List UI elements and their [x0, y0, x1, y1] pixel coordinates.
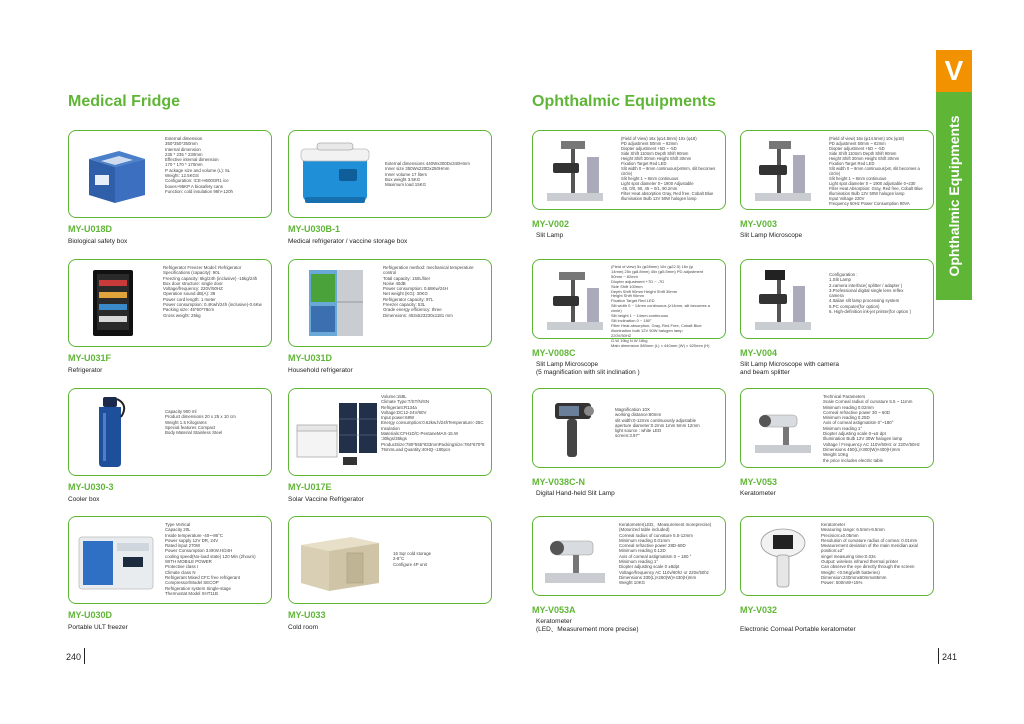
product-card	[532, 516, 726, 596]
product-card	[532, 259, 726, 348]
product-card	[288, 516, 492, 604]
product-name: Slit Lamp Microscope	[740, 232, 803, 239]
product-specs: (Field of view) 5x (φ28mm) 10x (φ22.5) 16x (φ 14mm) 25x (φ8.8mm) 40x (φ5.5mm) PD adjustment 50mm ~ 82mm Diopter adjustment +7D ~ -7D Side Shift 100mm Depth Shift 90mm Height Shift 30mm Height Shift 90mm Fixation Target Red LED Slit width 0 ~ 14mm continuous (≥14mm, slit becomes a circle) Slit height 1 ~ 14mm continuous Slit inclination 0 ~ 180° Filter Heat absorption, Gray, Red Free, Cobalt Blue Illumination bulb 12V 50W halogen lamp 220V/50HZ G.W 19kg N.W 16kg Main dimension 580mm (L) × 440mm (W) × 620mm (H)	[611, 264, 711, 348]
product-card	[68, 130, 272, 218]
product-name: Electronic Corneal Portable keratometer	[740, 626, 856, 633]
bottle-image	[75, 395, 145, 469]
product-specs: Volume:158L Climate Type:T/ST/N/SN Refrigerant:R134a Voltage:DC12-24V/60V Input power:68W Energy consumption:0.62kw.h/24hTemperature:-25C Insulation Materials:CFH1D/C-PentaneMAX-15.W :30kgs/35kgs ProductSize:780*555*833mmPackingSize:784*670*8 75mmLoad Quantity:40HQ--180pcs	[381, 394, 485, 452]
handheld-slit-lamp-image	[539, 395, 611, 463]
product-name: Digital Hand-held Slit Lamp	[536, 490, 615, 497]
product-card	[740, 259, 934, 339]
product-model: MY-U030B-1	[288, 224, 341, 234]
product-model: MY-U017E	[288, 482, 332, 492]
product-specs: External dimensions 440Wx300Dx340Hmm Inner size 350Wx220Dx250Hmm Inner volume 17 liters Box weight 3.5KG Maximum load 15KG	[385, 161, 470, 188]
product-name: Portable ULT freezer	[68, 624, 128, 631]
product-name: Solar Vaccine Refrigerator	[288, 496, 364, 503]
slit-lamp-microscope-image	[747, 137, 819, 205]
product-model: MY-V004	[740, 348, 778, 358]
product-name: Refrigerator	[68, 367, 103, 374]
product-name: Cooler box	[68, 496, 100, 503]
product-card	[740, 130, 934, 210]
product-specs: Refrigeration method: mechanical temperature control Total capacity: 150L/liter Noise 40dB Power consumption: 0.68Kw/24H Net weight (KG): 30KG Refrigerator capacity: 97L Freezer capacity: 53L Grade energy efficiency: three Dimensions: 453x523230x1181 mm	[383, 265, 474, 318]
product-name: Cold room	[288, 624, 318, 631]
product-name: Medical refrigerator / vaccine storage box	[288, 238, 408, 245]
slit-lamp-5x-image	[539, 266, 611, 334]
keratometer-image	[747, 395, 819, 463]
product-card	[288, 130, 492, 218]
product-model: MY-U031D	[288, 353, 333, 363]
product-specs: External dimension 350*350*350mm Internal dimension 235 * 235 * 230mm Effective internal dimension 170 * 170 * 170mm P ackage size and volume (L): 5L Weight: 12.5KGS Configuration: ICE-H600GR1 ice boxes+95KP A biosafety cans Function: cold insulation 96h+120h	[165, 136, 233, 194]
cooler-box-image	[295, 137, 375, 211]
product-specs: (Field of View) 16x (φ14.5mm) 10x (φ18) PD adjustment 50mm ~ 82mm Diopter adjustment +5D ~ -5D Side Shift 110mm Depth Shift 90mm Height Shift 30mm Height Shift 30mm Fixation Target Red LED Slit width 0 ~ 9mm continuous(≥8mm, slit becomes circle) Slit height 1 ~ 8mm continuous Light spot diameter 0~ 1900 Adjustable -45, 0/0, 90, 45 ~ 0/1, 90.2mm Filter Heat absorption Gray, Red free, Cobalt Blue Illumination Bulb 12V 50W halogen lamp	[621, 136, 716, 201]
solar-fridge-image	[295, 395, 379, 469]
product-card	[288, 259, 492, 347]
product-model: MY-V053	[740, 477, 778, 487]
chapter-letter: V	[936, 50, 972, 92]
chapter-side-tab	[936, 50, 972, 300]
product-specs: (Field of view) 16x (φ14.5mm) 10x (φ18) PD adjustment 50mm ~ 82mm Diopter adjustment +5D ~ -5D Side Shift 110mm Depth Shift 90mm Height Shift 30mm Height Shift 30mm Fixation Target Red LED Slit width 0 ~ 9mm continuous(≥8, slit becomes a circle) Slit height 1 ~ 8mm continuous Light spot diameter 0 ~ 1900 adjustable 0~230 Filter Heat Absorption: Gray, Red free, Cobalt Blue Illumination Bulb 12V 50W halogen lamp Input Voltage 220V Frequency 50Hz Power Consumption 90VA	[829, 136, 923, 206]
product-model: MY-U018D	[68, 224, 113, 234]
product-specs: Refrigerator Freezer Model: Refrigerator Specifications (capacity): 90L Freezing capacity: 6kg/24h (inclusive) -15kg/24h Box door structure: single door Voltage/frequency: 220V/50HZ Operation sound dB(A): 39 Power cord length: 1 meter Power consumption: 0.4Kwh/24h (inclusive)-0.6Kw Packing size: 45*50*78cm Gross weight: 25kg	[163, 265, 262, 318]
product-card	[532, 388, 726, 468]
cold-room-image	[295, 523, 385, 597]
product-model: MY-U030-3	[68, 482, 114, 492]
product-specs: Configuration : 1.Slit Lamp 2.camera interface( splitter / adapter ) 3.Professional digital single lens reflex camera 4.Italian slit lamp processing system 5.PC computer(for option) 6. High-definition ink-jet printer(for option )	[829, 272, 911, 315]
product-model: MY-U030D	[68, 610, 113, 620]
product-specs: Type Vertical Capacity 20L Inside temperature -40~-86°C Power supply 12V DR, 24V Rated input 270W Power Consumption 3.8KW.H/24H cooling speed(No-load state) 120 Min (2hours) WITH MOBILE POWER Protective class I Climate class N Refrigerant Mixed CFC free refrigerant Compressor/Model SECOP Refrigeration system Single-stage Thermostat Model XHT11B	[165, 522, 256, 596]
product-model: MY-V038C-N	[532, 477, 586, 487]
product-name: Biological safety box	[68, 238, 128, 245]
product-card	[68, 388, 272, 476]
page-number-right: 241	[942, 652, 958, 662]
product-specs: Keratometer(LED、Measurement moreprecise) (Motorized table included) Corneal radius of curvature 5.5-12mm Minimum reading 0.01mm Corneal refractive power 28D-60D Minimum reading 0.12D Axis of corneal astigmatism 0 ~ 180 ° Minimum reading 1° Diopter adjusting scale 0 ±8dpt Voltage/frequency AC 110v/60hz or 220v/50hz Dimensions 330(L)×260(W)×430(H)mm Weight 10KG	[619, 522, 712, 586]
page-number-divider	[84, 648, 85, 664]
product-specs: Technical Parameters Scale Corneal radius of curvature 5.5 ~ 11mm Minimum reading 0.02mm Corneal refractive power 30 ~ 60D Minimum reading 0.25D Axis of corneal astigmatism 0°~180° Minimum reading 1° Diopter adjusting scale 0~±5 dpt Illumination Bulb 12V 30W halogen lamp Voltage / Frequency AC 110V/60Hz or 220V/50Hz Dimensions 450(L)×300(W)×400(H)mm Weight 10Kg the price includes electric table	[823, 394, 920, 463]
safety-box-image	[75, 137, 151, 211]
product-card	[532, 130, 726, 210]
ult-freezer-image	[75, 523, 157, 597]
product-model: MY-V002	[532, 219, 570, 229]
refrigerator-image	[75, 266, 145, 340]
product-name: Slit Lamp Microscope (5 magnification with slit inclination )	[536, 361, 640, 376]
product-card	[68, 259, 272, 347]
product-name: Slit Lamp Microscope with camera and beam splitter	[740, 361, 839, 376]
led-keratometer-image	[539, 523, 611, 591]
product-card	[740, 516, 934, 596]
product-model: MY-V053A	[532, 605, 576, 615]
product-model: MY-V032	[740, 605, 778, 615]
product-card	[740, 388, 934, 468]
portable-keratometer-image	[747, 523, 819, 591]
product-model: MY-V008C	[532, 348, 576, 358]
product-name: Household refrigerator	[288, 367, 353, 374]
product-specs: 16 Sqr cold storage 2-8°C Configure 4P unit	[393, 551, 432, 567]
product-name: Slit Lamp	[536, 232, 564, 239]
page-number-left: 240	[66, 652, 82, 662]
product-specs: Capacity 900 ml Product dimensions 20 x 25 x 10 cm Weight 1.5 Kilograms Special features Compact Body Material Stainless Steel	[165, 409, 236, 436]
product-card	[68, 516, 272, 604]
section-title-ophthalmic: Ophthalmic Equipments	[532, 93, 717, 110]
product-specs: Keratometer Measuring range: 6.5mm-9.5mm Precision:±0.05mm Resolution of curvature radius of cornea: 0.01mm Measurement deviation of the main meridian axial position:±2° singel measuring time:0.03s Output: wireless infrared thermal printer Can observe the eye directly through the screen Weight: <0.5Kg(with batteries) Dimension:240mmx60mmx65mm Power: 500mW+15%	[821, 522, 918, 586]
household-fridge-image	[295, 266, 375, 340]
page-number-divider	[938, 648, 939, 664]
slit-lamp-image	[539, 137, 611, 205]
product-model: MY-U033	[288, 610, 326, 620]
product-model: MY-V003	[740, 219, 778, 229]
product-name: Keratometer	[740, 490, 776, 497]
chapter-label: Ophthalmic Equipments	[946, 115, 962, 277]
slit-lamp-camera-image	[747, 266, 819, 334]
section-title-medical-fridge: Medical Fridge	[68, 93, 181, 110]
product-card	[288, 388, 492, 476]
product-specs: Magnification 10X working distance:80mm slit width:0-12mm continuously adjustable aperture diameter:0.2mm 1mm 5mm 12mm light source : white LED screen:3.97"	[615, 407, 700, 439]
product-name: Keratometer (LED、Measurement more precise)	[536, 618, 639, 633]
product-model: MY-U031F	[68, 353, 112, 363]
